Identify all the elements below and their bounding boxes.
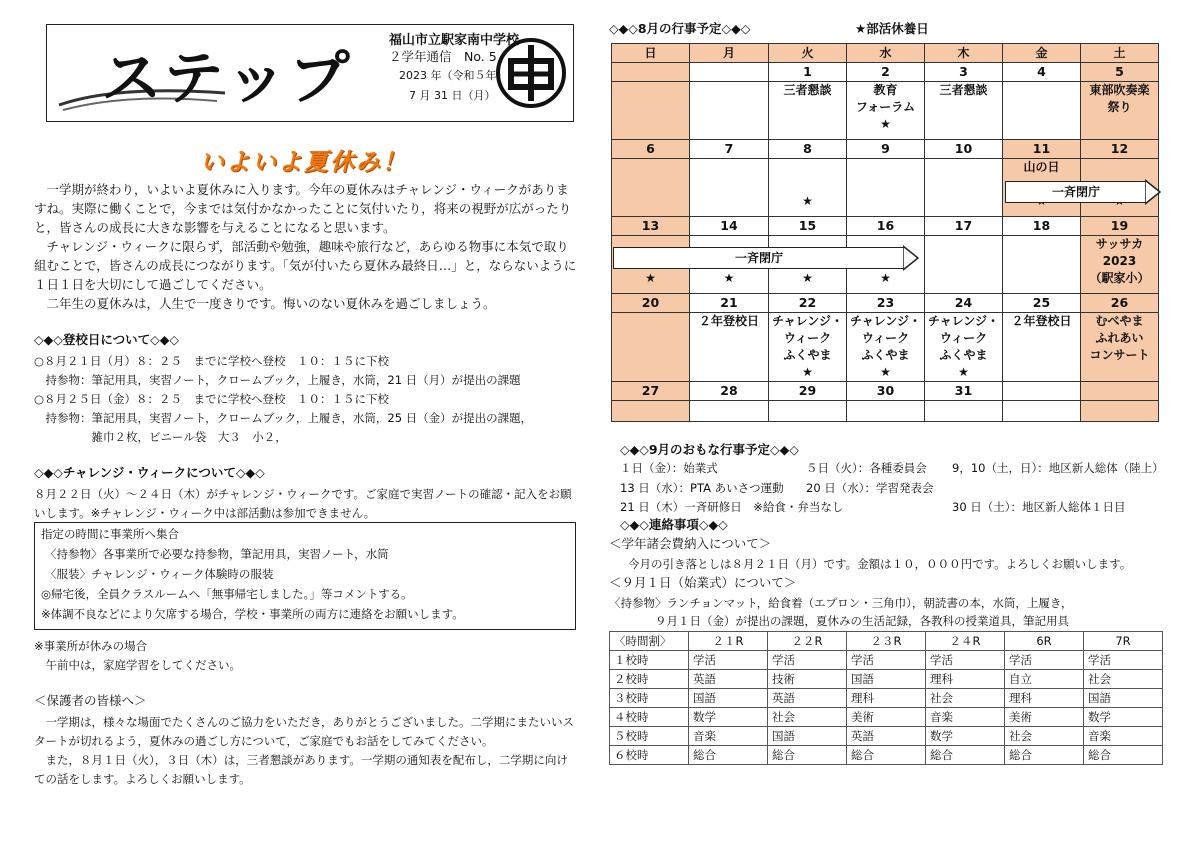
september-heading: ◇◆◇9月のおもな行事予定◇◆◇ (620, 442, 799, 457)
timetable-cell: 音楽 (1084, 727, 1163, 746)
day-events (925, 159, 1003, 217)
timetable-cell: ６校時 (610, 746, 689, 765)
timetable-cell: 総合 (689, 746, 768, 765)
guardians-heading: ＜保護者の皆様へ＞ (34, 693, 147, 708)
timetable-cell: 学活 (689, 651, 768, 670)
rest-day-star: ★ (958, 365, 969, 379)
rest-day-star: ★ (880, 271, 891, 285)
closure-arrow (613, 247, 905, 269)
day-events (1003, 313, 1081, 382)
rest-day-star: ★ (880, 117, 891, 131)
weekday-header: 日 (612, 44, 690, 63)
date-number: 15 (769, 217, 847, 236)
timetable-cell: 総合 (926, 746, 1005, 765)
weekday-header: 火 (769, 44, 847, 63)
event-line: 三者懇談 (783, 83, 832, 97)
school-day-line: 雑巾２枚，ビニール袋 大３ 小２， (34, 430, 287, 444)
weekday-header: 土 (1081, 44, 1159, 63)
timetable-cell: 英語 (689, 670, 768, 689)
rest-day-star: ★ (802, 365, 813, 379)
event-line: 祭り (1107, 100, 1132, 114)
day-events (690, 159, 769, 217)
timetable-row (610, 727, 1163, 746)
day-events (690, 82, 769, 140)
timetable-cell: 音楽 (689, 727, 768, 746)
day-events (612, 159, 690, 217)
event-line: ウィーク (939, 331, 988, 345)
timetable-cell: 国語 (689, 689, 768, 708)
timetable-cell: 音楽 (926, 708, 1005, 727)
timetable-cell: 社会 (768, 708, 847, 727)
timetable-header: 7R (1084, 632, 1163, 651)
timetable-cell: 数学 (689, 708, 768, 727)
summer-line: 組むことで，皆さんの成長につながります。「気が付いたら夏休み最終日…」と，ならないように (34, 258, 577, 273)
date-number: 19 (1081, 217, 1159, 236)
september-item: ５日（火）：各種委員会 (806, 461, 927, 475)
day-events (847, 313, 925, 382)
date-number: 8 (769, 140, 847, 159)
timetable-cell: ４校時 (610, 708, 689, 727)
timetable-header: ２３R (847, 632, 926, 651)
day-events (925, 236, 1003, 294)
event-line: 2023 (1102, 254, 1137, 268)
date-number (690, 63, 769, 82)
timetable-header: ２２R (768, 632, 847, 651)
timetable-cell: １校時 (610, 651, 689, 670)
timetable-cell: 自立 (1005, 670, 1084, 689)
day-events (612, 401, 690, 422)
newsletter-title: ステップ (101, 44, 352, 112)
timetable-cell: 総合 (1084, 746, 1163, 765)
event-line: ２年登校日 (698, 314, 759, 328)
timetable-cell: 国語 (847, 670, 926, 689)
day-events (1003, 401, 1081, 422)
fee-heading: ＜学年諸会費納入について＞ (609, 536, 772, 551)
event-line: むべやま (1095, 314, 1144, 328)
event-line: フォーラム (855, 100, 916, 114)
date-number: 28 (690, 382, 769, 401)
timetable-header: 〈時間割〉 (610, 632, 689, 651)
event-line: 教育 (873, 83, 898, 97)
school-name: 福山市立駅家南中学校 (389, 33, 520, 48)
timetable-row (610, 670, 1163, 689)
event-line: コンサート (1089, 348, 1150, 362)
event-line: 三者懇談 (939, 83, 988, 97)
date-number: 18 (1003, 217, 1081, 236)
timetable-row (610, 746, 1163, 765)
day-events (847, 159, 925, 217)
rest-day-star: ★ (645, 271, 656, 285)
summer-line: と，皆さんの成長に大きな影響を与えることになると思います。 (34, 220, 396, 235)
summer-line: すね。実際に働くことで，今までは気付かなかったことに気付いたり，将来の視野が広がったり (34, 201, 572, 216)
guardians-line: また，８月１日（火），３日（木）は，三者懇談があります。一学期の通知表を配布し，二学期に向け (34, 753, 568, 767)
september-item: 13 日（水）：PTA あいさつ運動 (620, 481, 784, 495)
event-line: ２年登校日 (1011, 314, 1072, 328)
fee-line: 今月の引き落としは８月２１日（月）です。金額は１０，０００円です。よろしくお願いします。 (628, 557, 1132, 571)
timetable-cell: 学活 (1005, 651, 1084, 670)
timetable-cell: 学活 (847, 651, 926, 670)
timetable-header: ２１R (689, 632, 768, 651)
rest-day-star: ★ (880, 365, 891, 379)
school-day-line: 持参物：筆記用具，実習ノート，クロームブック，上履き，水筒，21 日（月）が提出の課題 (34, 373, 521, 387)
timetable-row (610, 689, 1163, 708)
september-item: 21 日（木）一斉研修日 ※給食・弁当なし (620, 500, 844, 514)
timetable-cell: 社会 (1005, 727, 1084, 746)
timetable-cell: 数学 (1084, 708, 1163, 727)
rest-day-legend: ★部活休養日 (855, 21, 929, 36)
timetable-cell: ２校時 (610, 670, 689, 689)
notice-line: ※体調不良などにより欠席する場合，学校・事業所の両方に連絡をお願いします。 (41, 607, 464, 621)
date-number: 20 (612, 294, 690, 313)
date-number: 12 (1081, 140, 1159, 159)
event-line: ふくやま (861, 348, 910, 362)
closed-line: 午前中は，家庭学習をしてください。 (34, 658, 241, 672)
weekday-header: 金 (1003, 44, 1081, 63)
school-days-heading: ◇◆◇登校日について◇◆◇ (34, 332, 179, 347)
weekday-header: 月 (690, 44, 769, 63)
summer-heading: いよいよ夏休み！ (200, 148, 408, 176)
school-day-line: ○８月２１日（月）８：２５ までに学校へ登校 １０：１５に下校 (34, 354, 390, 368)
timetable-cell: 美術 (1005, 708, 1084, 727)
september-item: 30 日（土）：地区新人総体１日目 (952, 500, 1126, 514)
day-events (925, 82, 1003, 140)
date-number: 10 (925, 140, 1003, 159)
day-events (1081, 82, 1159, 140)
timetable-cell: ３校時 (610, 689, 689, 708)
date-number: 14 (690, 217, 769, 236)
timetable-cell: 英語 (768, 689, 847, 708)
weekday-header: 木 (925, 44, 1003, 63)
day-events (769, 159, 847, 217)
notice-line: 指定の時間に事業所へ集合 (41, 527, 179, 541)
timetable (609, 631, 1163, 765)
event-line: ウィーク (783, 331, 832, 345)
timetable-row (610, 708, 1163, 727)
date-number: 17 (925, 217, 1003, 236)
september-item: １日（金）：始業式 (620, 461, 718, 475)
event-line: 山の日 (1023, 160, 1060, 174)
notice-line: 〈服装〉チャレンジ・ウィーク体験時の服装 (45, 567, 274, 581)
summer-line: チャレンジ・ウィークに限らず，部活動や勉強，趣味や旅行など，あらゆる物事に本気で取り (34, 239, 569, 254)
event-line: チャレンジ・ (927, 314, 1000, 328)
summer-line: 二年生の夏休みは，人生で一度きりです。悔いのない夏休みを過ごしましょう。 (34, 296, 496, 311)
date-number: 22 (769, 294, 847, 313)
timetable-cell: 美術 (847, 708, 926, 727)
timetable-cell: 数学 (926, 727, 1005, 746)
date-number: 27 (612, 382, 690, 401)
day-events (1081, 401, 1159, 422)
day-events (612, 313, 690, 382)
closed-heading: ※事業所が休みの場合 (34, 639, 148, 653)
event-line: ふくやま (783, 348, 832, 362)
timetable-cell: 総合 (768, 746, 847, 765)
timetable-cell: ５校時 (610, 727, 689, 746)
rest-day-star: ★ (723, 271, 735, 285)
seal-logo-icon (495, 37, 567, 109)
timetable-cell: 学活 (926, 651, 1005, 670)
day-events (1081, 236, 1159, 294)
challenge-notice-box (34, 522, 576, 630)
date-number: 3 (925, 63, 1003, 82)
date-number: 13 (612, 217, 690, 236)
date-number: 29 (769, 382, 847, 401)
date-number (1003, 382, 1081, 401)
timetable-cell: 社会 (1084, 670, 1163, 689)
closure-label: 一斉閉庁 (1051, 185, 1100, 199)
timetable-cell: 学活 (1084, 651, 1163, 670)
september-item: 20 日（水）：学習発表会 (806, 481, 934, 495)
event-line: ふれあい (1095, 331, 1144, 345)
day-events (690, 401, 769, 422)
timetable-cell: 英語 (847, 727, 926, 746)
day-events (769, 401, 847, 422)
day-events (1003, 82, 1081, 140)
day-events (769, 313, 847, 382)
issue-year: 2023 年（令和５年） (399, 69, 508, 82)
day-events (1081, 313, 1159, 382)
school-day-line: ○８月２５日（金）８：２５ までに学校へ登校 １０：１５に下校 (34, 392, 390, 406)
date-number (1081, 382, 1159, 401)
event-line: ふくやま (939, 348, 988, 362)
challenge-line: ８月２２日（火）～２４日（木）がチャレンジ・ウィークです。ご家庭で実習ノートの確認・記入をお願 (34, 487, 572, 501)
date-number: 25 (1003, 294, 1081, 313)
summer-line: １日１日を大切にして過ごしてください。 (34, 277, 272, 292)
day-events (925, 313, 1003, 382)
event-line (769, 176, 846, 193)
issue-date: 7 月 31 日（月） (409, 89, 496, 102)
timetable-cell: 総合 (847, 746, 926, 765)
date-number: 5 (1081, 63, 1159, 82)
arrow-tip-icon (903, 245, 919, 271)
day-events (847, 82, 925, 140)
september-first-line: ９月１日（金）が提出の課題，夏休みの生活記録，各教科の授業道具，筆記用具 (609, 614, 1069, 628)
date-number: 24 (925, 294, 1003, 313)
masthead (46, 24, 574, 122)
guardians-line: タートが切れるよう，夏休みの過ごし方について，ご家庭でもお話をしてみてください。 (34, 734, 494, 748)
event-line: チャレンジ・ (849, 314, 922, 328)
day-events (612, 82, 690, 140)
date-number: 26 (1081, 294, 1159, 313)
day-events (769, 82, 847, 140)
notice-line: ◎帰宅後，全員クラスルームへ「無事帰宅しました。」等コメントする。 (41, 587, 413, 601)
timetable-cell: 社会 (926, 689, 1005, 708)
timetable-header: ２４R (926, 632, 1005, 651)
timetable-header: 6R (1005, 632, 1084, 651)
event-line: チャレンジ・ (771, 314, 844, 328)
event-line: 東部吹奏楽 (1089, 83, 1150, 97)
weekday-header: 水 (847, 44, 925, 63)
date-number: 1 (769, 63, 847, 82)
september-item: 9，10（土，日）：地区新人総体（陸上） (952, 461, 1164, 475)
event-line: ウィーク (861, 331, 910, 345)
school-day-line: 持参物：筆記用具，実習ノート，クロームブック，上履き，水筒，25 日（金）が提出の課題， (34, 411, 533, 425)
date-number: 16 (847, 217, 925, 236)
august-heading: ◇◆◇8月の行事予定◇◆◇ (609, 21, 751, 36)
date-number: 31 (925, 382, 1003, 401)
timetable-cell: 国語 (1084, 689, 1163, 708)
day-events (925, 401, 1003, 422)
day-events (1003, 236, 1081, 294)
day-events (847, 401, 925, 422)
timetable-cell: 国語 (768, 727, 847, 746)
timetable-row (610, 651, 1163, 670)
closure-arrow (1005, 181, 1147, 203)
august-calendar (611, 43, 1159, 422)
timetable-cell: 理科 (847, 689, 926, 708)
guardians-line: ての話をします。よろしくお願いします。 (34, 772, 251, 786)
issue-number: ２学年通信 No. 5 (389, 49, 497, 64)
summer-line: 一学期が終わり，いよいよ夏休みに入ります。今年の夏休みはチャレンジ・ウィークがありま (34, 182, 569, 197)
challenge-heading: ◇◆◇チャレンジ・ウィークについて◇◆◇ (34, 465, 265, 480)
closure-label: 一斉閉庁 (734, 251, 783, 265)
notice-line: 〈持参物〉各事業所で必要な持参物，筆記用具，実習ノート，水筒 (45, 547, 389, 561)
date-number: 4 (1003, 63, 1081, 82)
rest-day-star: ★ (802, 194, 813, 208)
timetable-cell: 学活 (768, 651, 847, 670)
event-line: サッサカ (1095, 237, 1144, 251)
timetable-cell: 総合 (1005, 746, 1084, 765)
september-first-line: 〈持参物〉ランチョンマット，給食着（エプロン・三角巾），朝読書の本，水筒，上履き， (609, 596, 1073, 610)
event-line (1081, 159, 1158, 176)
event-line (769, 159, 846, 176)
date-number: 2 (847, 63, 925, 82)
contact-heading: ◇◆◇連絡事項◇◆◇ (620, 517, 728, 532)
day-events (690, 313, 769, 382)
timetable-cell: 技術 (768, 670, 847, 689)
guardians-line: 一学期は，様々な場面でたくさんのご協力をいただき，ありがとうございました。二学期にまたいいス (34, 715, 575, 729)
event-line: （駅家小） (1089, 271, 1150, 285)
date-number: 6 (612, 140, 690, 159)
september-first-heading: ＜９月１日（始業式）について＞ (609, 575, 797, 590)
date-number (612, 63, 690, 82)
date-number: 7 (690, 140, 769, 159)
date-number: 21 (690, 294, 769, 313)
arrow-tip-icon (1145, 179, 1161, 205)
rest-day-star: ★ (802, 271, 813, 285)
date-number: 11 (1003, 140, 1081, 159)
timetable-cell: 理科 (926, 670, 1005, 689)
date-number: 23 (847, 294, 925, 313)
timetable-cell: 理科 (1005, 689, 1084, 708)
challenge-line: いします。※チャレンジ・ウィーク中は部活動は参加できません。 (34, 506, 376, 520)
date-number: 30 (847, 382, 925, 401)
date-number: 9 (847, 140, 925, 159)
